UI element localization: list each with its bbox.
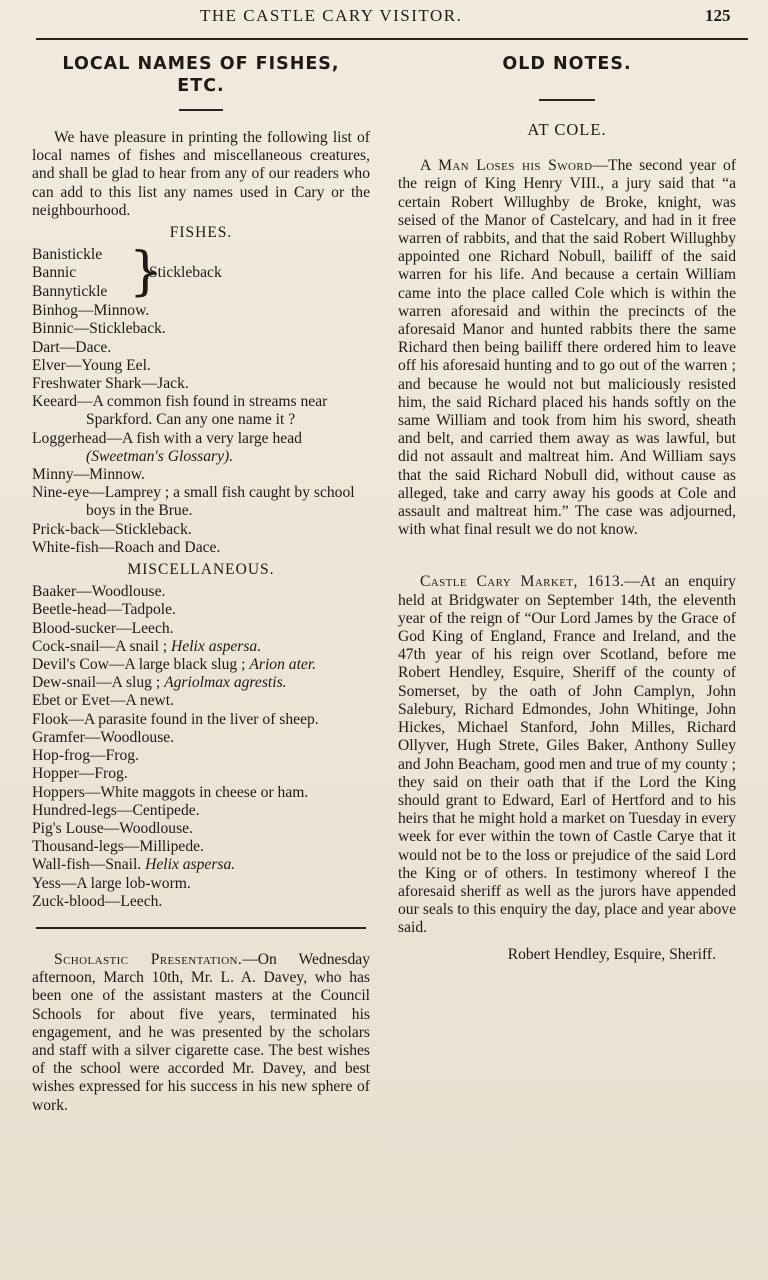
misc-entry: Hundred-legs—Centipede. [32,801,200,819]
sword-body: —The second year of the reign of King Henry VIII., a jury said that “a certain Robert Willughby de Broke, knight, was seised of the Manor of Castelcary, and had in it free warren of rabbits, and that the said Robert Willughby appointed one Richard Nobull, bailiff of the said warren for his life. And because a certain William came into the place called Cole which is within the warren aforesaid and within the precincts of the aforesaid Manor and hunted rabbits there the same Richard then being bailiff there ordered him to leave off his aforesaid hunting and to go out of the warren ; and because he would not but maliciously resisted him, the said Richard placed his hands softly on the same William and took from him his sword, sheath and belt, and carried them away as was lawful, but did not assault and maltreat him. And William says that the said Richard Nobull did, without cause as alleged, take and carry away his goods at Cole and assault and maltreat him.” The case was adjourned, with what final result we do not know. [398,157,737,539]
fish-entry: Minny—Minnow. [32,466,145,484]
fish-entry: Keeard—A common fish found in streams near Sparkford. Can any one name it ? [32,393,328,429]
misc-entry: Hoppers—White maggots in cheese or ham. [32,783,309,801]
stickleback-brace-group [32,242,370,303]
misc-entry: Ebet or Evet—A newt. [32,692,175,710]
fishes-list [32,302,370,557]
fish-entry: Nine-eye—Lamprey ; a small fish caught by school boys in the Brue. [32,484,355,520]
market-body: —At an enquiry held at Bridgwater on September 14th, the eleventh year of the reign of “Our Lord James by the Grace of God King of England, France and Ireland, and the 47th year of his reign over Scotland, before me Robert Hendley, Esquire, Sheriff of the county of Somerset, by the oath of John Camplyn, John Salebury, Richard Edmondes, John Whitinge, John Hickes, Michael Stanford, John Milles, Richard Ollyver, Hugh Strete, Giles Baker, Anthony Sulley and John Beacham, good men and true of my county ; they said on their oath that if the Lord the King should grant to Edward, Earl of Hertford and to his heirs that he might hold a market on Tuesday in every week for ever within the town of Castle Carye that it would not be to the loss or prejudice of the said Lord the King or of others. In testimony whereof I the aforesaid sheriff as well as the jurors have appended our seals to this enquiry the day, place and year above said. [398,573,736,937]
misc-entry: Wall-fish—Snail. Helix aspersa. [32,856,236,874]
fish-entry: Binhog—Minnow. [32,302,150,320]
misc-entry: Flook—A parasite found in the liver of sheep. [32,710,319,728]
misc-entry: Zuck-blood—Leech. [32,892,163,910]
sword-paragraph [398,157,736,539]
misc-entry: Blood-sucker—Leech. [32,619,174,637]
misc-entry: Gramfer—Woodlouse. [32,728,175,746]
misc-list [32,583,370,911]
at-cole-heading: AT COLE. [527,120,607,139]
market-title: Castle Cary Market, 1613. [420,573,625,591]
header-rule [36,38,748,40]
misc-entry: Devil's Cow—A large black slug ; Arion ater. [32,656,317,674]
fish-entry: Binnic—Stickleback. [32,320,166,338]
brace-icon: } [129,242,163,303]
misc-entry: Hop-frog—Frog. [32,747,139,765]
brace-label: Stickleback [149,264,222,282]
page-number: 125 [705,6,731,25]
journal-title: THE CASTLE CARY VISITOR. [200,6,463,25]
fish-entry: Dart—Dace. [32,338,112,356]
fishes-heading: FISHES. [169,224,233,242]
misc-entry: Hopper—Frog. [32,765,128,783]
fish-entry: Prick-back—Stickleback. [32,520,192,538]
fish-entry: White-fish—Roach and Dace. [32,538,221,556]
misc-entry: Yess—A large lob-worm. [32,874,191,892]
intro-paragraph: We have pleasure in printing the following list of local names of fishes and miscellaneous creatures, and shall be glad to hear from any of our readers who can add to this list any names used in Cary or the neighbourhood. [32,129,370,219]
local-names-heading: LOCAL NAMES OF FISHES, ETC. [62,54,340,96]
scholastic-body: —On Wednesday afternoon, March 10th, Mr. L. A. Davey, who has been one of the assistant masters at the Council Schools for about five years, terminated his engagement, and he was presented by the scholars and staff with a silver cigarette case. The best wishes of the school were accorded Mr. Davey, and best wishes expressed for his success in his new sphere of work. [32,950,370,1114]
fish-entry: Elver—Young Eel. [32,356,151,374]
running-head [0,4,768,28]
misc-entry: Dew-snail—A slug ; Agriolmax agrestis. [32,674,287,692]
misc-entry: Beetle-head—Tadpole. [32,601,176,619]
misc-entry: Pig's Louse—Woodlouse. [32,819,193,837]
scholastic-paragraph [32,951,370,1115]
misc-entry: Thousand-legs—Millipede. [32,838,204,856]
market-paragraph [398,573,736,937]
misc-heading: MISCELLANEOUS. [127,561,275,579]
sword-title: A Man Loses his Sword [420,157,593,175]
signature: Robert Hendley, Esquire, Sheriff. [507,945,716,963]
scholastic-title: Scholastic Presentation. [54,950,243,968]
fish-entry: Freshwater Shark—Jack. [32,375,189,393]
fish-entry: Loggerhead—A fish with a very large head (Sweetman's Glossary). [32,429,302,465]
brace-names: Banistickle Bannic Bannytickle [32,246,108,300]
right-column [398,50,736,964]
misc-entry: Cock-snail—A snail ; Helix aspersa. [32,637,262,655]
left-column [32,50,370,1115]
misc-entry: Baaker—Woodlouse. [32,583,166,601]
old-notes-heading: OLD NOTES. [502,54,632,74]
